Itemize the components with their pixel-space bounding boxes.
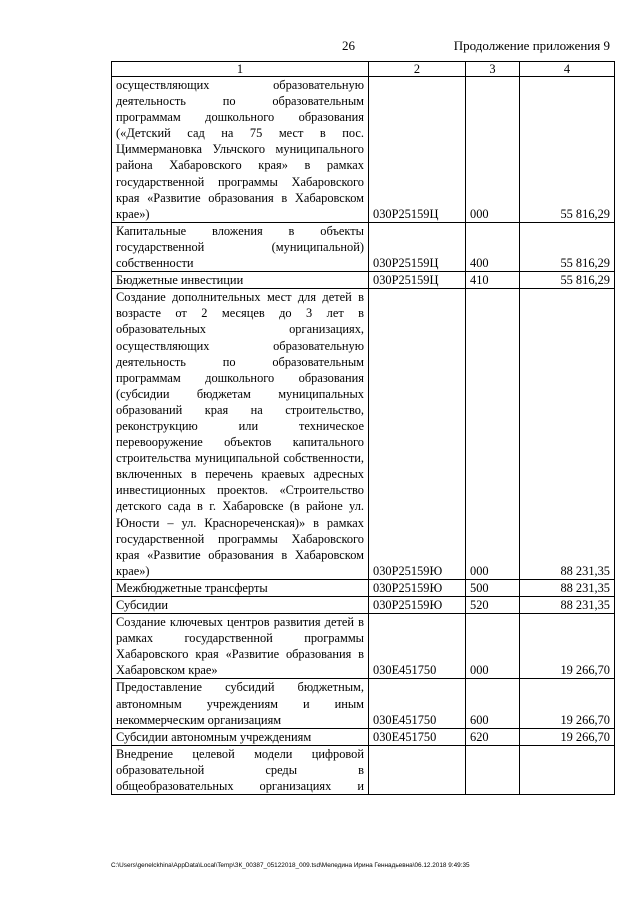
row-type: 410	[466, 272, 520, 289]
table-row	[112, 579, 615, 596]
row-amount: 55 816,29	[520, 272, 615, 289]
budget-table	[111, 61, 615, 795]
table-row	[112, 728, 615, 745]
row-type: 600	[466, 679, 520, 728]
row-name: Создание дополнительных мест для детей в возрасте от 2 месяцев до 3 лет в образовательных организациях, осуществляющих образовательную деятельность по образовательным программам дошкольного образования (субсидии бюджетам муниципальных образований края на строительство, реконструкцию или техническое перевооружение объектов капитального строительства муниципальной собственности, включенных в перечень краевых адресных инвестиционных проектов. «Строительство детского сада в г. Хабаровске (в районе ул. Юности – ул. Краснореченская)» в рамках государственной программы Хабаровского края «Развитие образования в Хабаровском крае»)	[112, 289, 369, 580]
row-name: Межбюджетные трансферты	[112, 579, 369, 596]
row-type: 400	[466, 222, 520, 271]
row-name: Внедрение целевой модели цифровой образовательной среды в общеобразовательных организациях и	[112, 745, 369, 794]
row-code: 030E451750	[369, 614, 466, 679]
row-code: 030E451750	[369, 728, 466, 745]
row-name: Создание ключевых центров развития детей в рамках государственной программы Хабаровского края «Развитие образования в Хабаровском крае»	[112, 614, 369, 679]
row-code: 030E451750	[369, 679, 466, 728]
column-header-4: 4	[520, 62, 615, 77]
row-amount: 55 816,29	[520, 222, 615, 271]
row-type: 500	[466, 579, 520, 596]
row-amount: 19 266,70	[520, 679, 615, 728]
row-name: Капитальные вложения в объекты государственной (муниципальной) собственности	[112, 222, 369, 271]
row-amount	[520, 745, 615, 794]
row-name: Субсидии автономным учреждениям	[112, 728, 369, 745]
row-amount: 88 231,35	[520, 289, 615, 580]
footer-file-path: C:\Users\genelckhina\AppData\Local\Temp\ЗК_00387_05122018_009.tsd\Меледина Ирина Геннадьевна\06.12.2018 9:49:35	[111, 862, 470, 869]
row-amount: 19 266,70	[520, 728, 615, 745]
table-row	[112, 77, 615, 223]
row-code: 030P25159Ц	[369, 272, 466, 289]
row-amount: 55 816,29	[520, 77, 615, 223]
row-name: Бюджетные инвестиции	[112, 272, 369, 289]
table-row	[112, 614, 615, 679]
row-amount: 88 231,35	[520, 597, 615, 614]
continuation-label: Продолжение приложения 9	[453, 38, 610, 53]
row-amount: 19 266,70	[520, 614, 615, 679]
row-code: 030P25159Ц	[369, 77, 466, 223]
row-code: 030P25159Ю	[369, 597, 466, 614]
page-number: 26	[342, 38, 355, 53]
row-type: 000	[466, 77, 520, 223]
row-type: 520	[466, 597, 520, 614]
table-row	[112, 272, 615, 289]
row-name: Предоставление субсидий бюджетным, автономным учреждениям и иным некоммерческим организациям	[112, 679, 369, 728]
column-header-2: 2	[369, 62, 466, 77]
column-header-1: 1	[112, 62, 369, 77]
table-row	[112, 289, 615, 580]
table-row	[112, 597, 615, 614]
column-header-3: 3	[466, 62, 520, 77]
row-code: 030P25159Ю	[369, 579, 466, 596]
row-code: 030P25159Ю	[369, 289, 466, 580]
table-header-row	[112, 62, 615, 77]
row-code	[369, 745, 466, 794]
table-row	[112, 679, 615, 728]
table-row	[112, 745, 615, 794]
row-type	[466, 745, 520, 794]
row-type: 620	[466, 728, 520, 745]
row-code: 030P25159Ц	[369, 222, 466, 271]
row-type: 000	[466, 289, 520, 580]
row-name: Субсидии	[112, 597, 369, 614]
table-row	[112, 222, 615, 271]
row-amount: 88 231,35	[520, 579, 615, 596]
row-name: осуществляющих образовательную деятельность по образовательным программам дошкольного образования («Детский сад на 75 мест в пос. Циммермановка Ульчского муниципального района Хабаровского края» в рамках государственной программы Хабаровского края «Развитие образования в Хабаровском крае»)	[112, 77, 369, 223]
row-type: 000	[466, 614, 520, 679]
